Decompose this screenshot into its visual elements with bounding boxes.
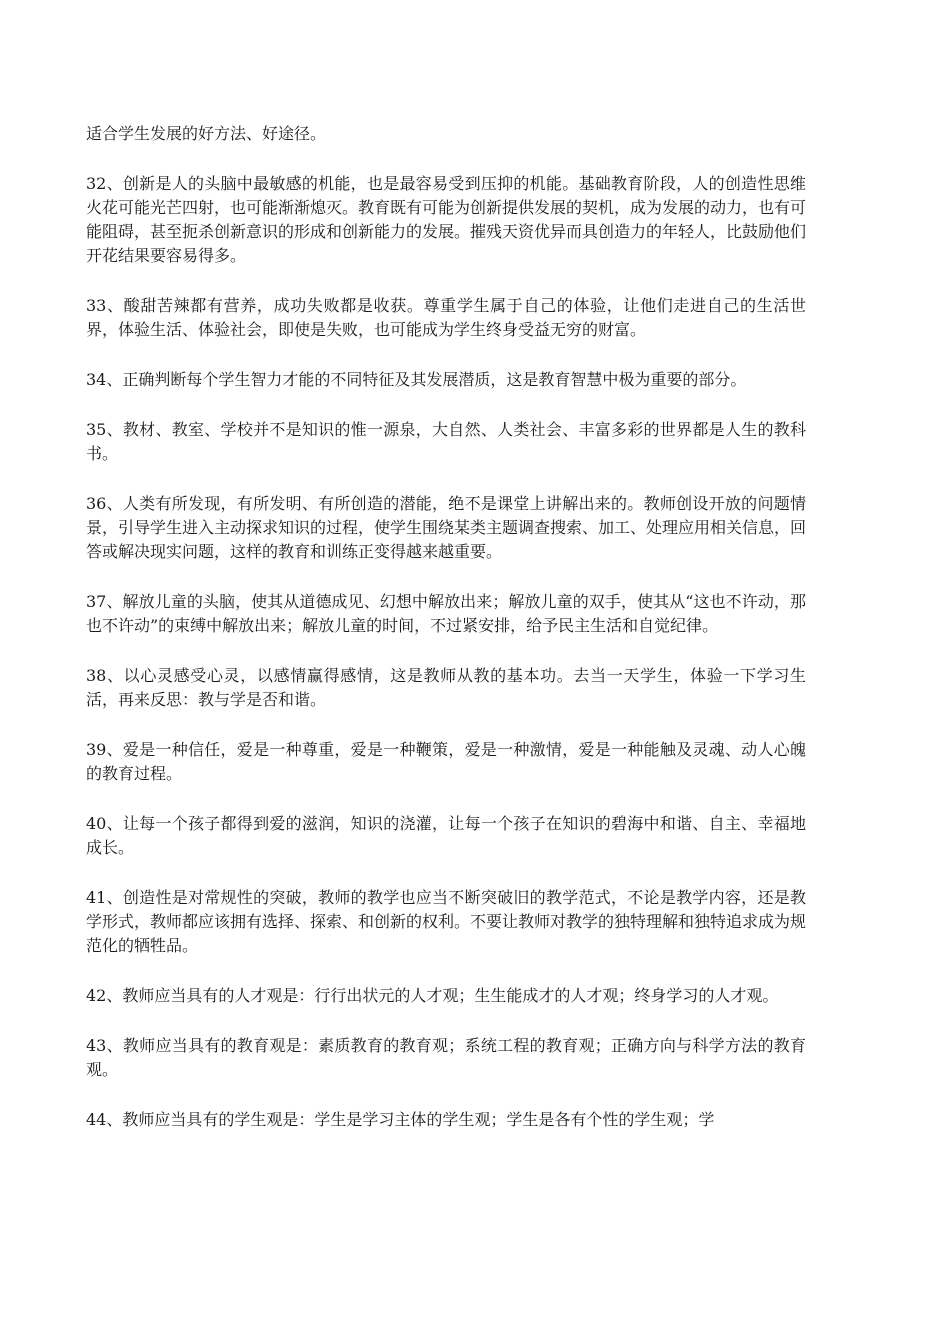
paragraph-38: 38、以心灵感受心灵，以感情赢得感情，这是教师从教的基本功。去当一天学生，体验一下学习生活，再来反思：教与学是否和谐。 bbox=[86, 666, 806, 709]
paragraph-40: 40、让每一个孩子都得到爱的滋润，知识的浇灌，让每一个孩子在知识的碧海中和谐、自主、幸福地成长。 bbox=[86, 814, 806, 857]
paragraph-43: 43、教师应当具有的教育观是：素质教育的教育观；系统工程的教育观；正确方向与科学方法的教育观。 bbox=[86, 1036, 806, 1079]
paragraph-32: 32、创新是人的头脑中最敏感的机能，也是最容易受到压抑的机能。基础教育阶段，人的创造性思维火花可能光芒四射，也可能渐渐熄灭。教育既有可能为创新提供发展的契机，成为发展的动力，也有可能阻碍，甚至扼杀创新意识的形成和创新能力的发展。摧残天资优异而具创造力的年轻人，比鼓励他们开花结果要容易得多。 bbox=[86, 174, 807, 265]
paragraph-37: 37、解放儿童的头脑，使其从道德成见、幻想中解放出来；解放儿童的双手，使其从“这也不许动，那也不许动”的束缚中解放出来；解放儿童的时间，不过紧安排，给予民主生活和自觉纪律。 bbox=[86, 592, 806, 635]
paragraph-36: 36、人类有所发现，有所发明、有所创造的潜能，绝不是课堂上讲解出来的。教师创设开放的问题情景，引导学生进入主动探求知识的过程，使学生围绕某类主题调查搜索、加工、处理应用相关信息，回答或解决现实问题，这样的教育和训练正变得越来越重要。 bbox=[86, 494, 807, 561]
document-body bbox=[86, 122, 806, 1158]
paragraph-35: 35、教材、教室、学校并不是知识的惟一源泉，大自然、人类社会、丰富多彩的世界都是人生的教科书。 bbox=[86, 420, 806, 463]
paragraph-41: 41、创造性是对常规性的突破，教师的教学也应当不断突破旧的教学范式，不论是教学内容，还是教学形式，教师都应该拥有选择、探索、和创新的权利。不要让教师对教学的独特理解和独特追求成为规范化的牺牲品。 bbox=[86, 888, 807, 955]
paragraph-31-tail: 适合学生发展的好方法、好途径。 bbox=[86, 124, 327, 143]
paragraph-44: 44、教师应当具有的学生观是：学生是学习主体的学生观；学生是各有个性的学生观；学 bbox=[86, 1110, 715, 1129]
paragraph-42: 42、教师应当具有的人才观是：行行出状元的人才观；生生能成才的人才观；终身学习的人才观。 bbox=[86, 986, 779, 1005]
paragraph-33: 33、酸甜苦辣都有营养，成功失败都是收获。尊重学生属于自己的体验，让他们走进自己的生活世界，体验生活、体验社会，即使是失败，也可能成为学生终身受益无穷的财富。 bbox=[86, 296, 806, 339]
paragraph-34: 34、正确判断每个学生智力才能的不同特征及其发展潜质，这是教育智慧中极为重要的部分。 bbox=[86, 370, 747, 389]
paragraph-39: 39、爱是一种信任，爱是一种尊重，爱是一种鞭策，爱是一种激情，爱是一种能触及灵魂、动人心魄的教育过程。 bbox=[86, 740, 806, 783]
